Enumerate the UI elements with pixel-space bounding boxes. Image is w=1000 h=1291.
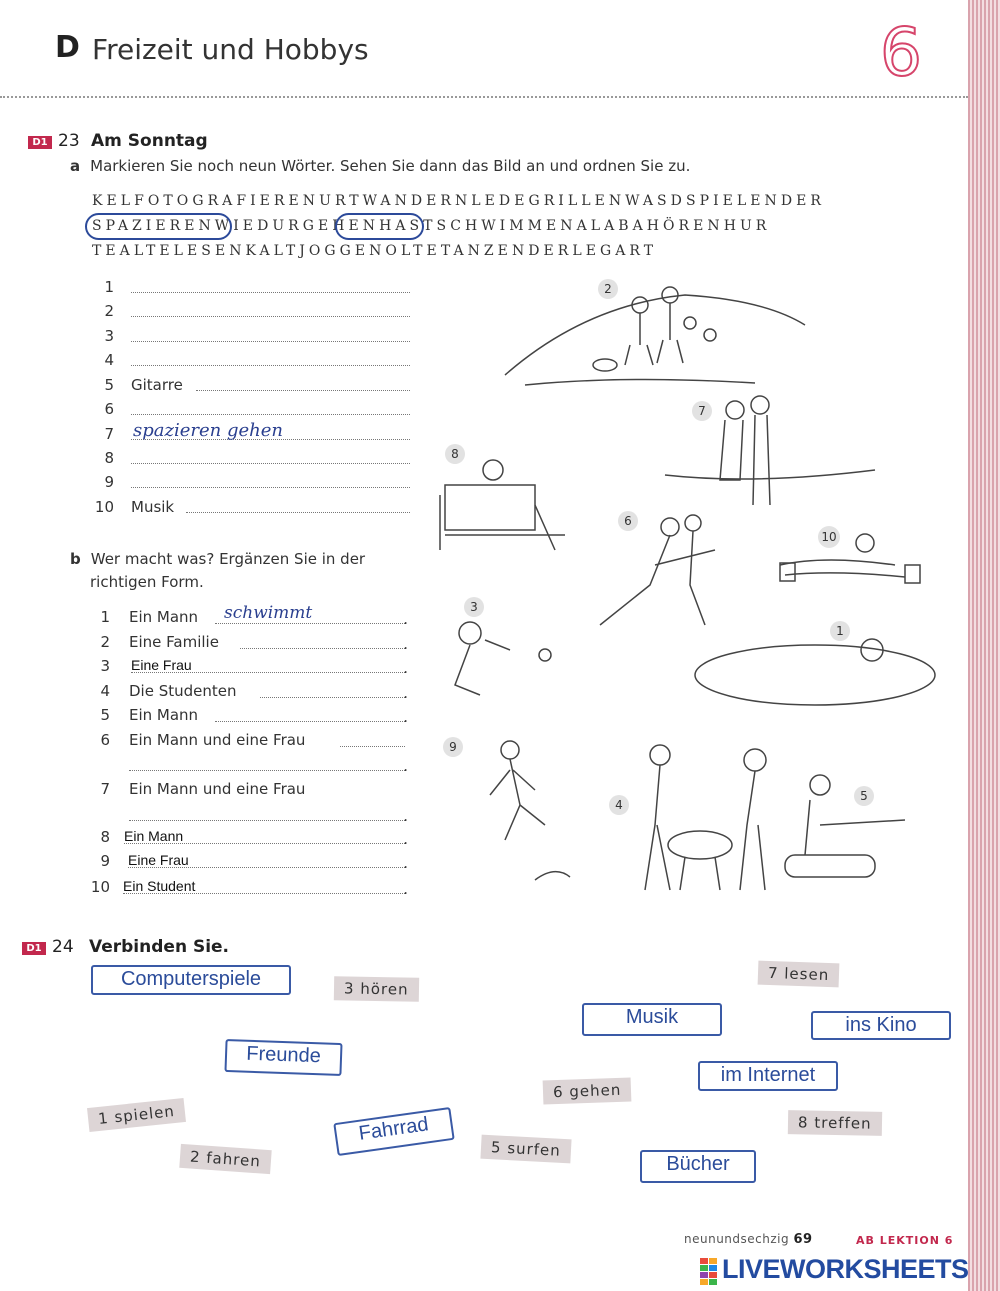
exercise-number: 23: [58, 131, 80, 151]
answer-row: 10 Musik: [90, 498, 420, 518]
person-figure: [657, 303, 683, 363]
input-field[interactable]: Ein Mann: [124, 828, 184, 844]
person-figure: [744, 749, 766, 771]
log: [785, 855, 875, 877]
answer-row: 9: [90, 473, 420, 493]
handwritten-answer: schwimmt: [224, 603, 313, 623]
sentence-row: 5 Ein Mann .: [100, 706, 408, 726]
word-grid-row: KELFOTOGRAFIERENURTWANDERNLEDEGRILLENWASDSPIELENDER: [92, 193, 825, 209]
answer-line[interactable]: [131, 341, 410, 342]
sentence-continuation: .: [90, 755, 420, 775]
verb-chip: 5 surfen: [480, 1135, 571, 1164]
person-figure: [483, 460, 503, 480]
word-grid-row: SPAZIERENWIEDURGEHENHASTSCHWIMMENALABAHÖRENHUR: [92, 218, 771, 234]
word-circle-gehen: [335, 213, 424, 240]
answer-box-ins-kino[interactable]: ins Kino: [811, 1011, 951, 1040]
word-grid-row: TEALTELESENKALTJOGGENOLTETANZENDERLEGART: [92, 243, 658, 259]
person-figure: [726, 401, 744, 419]
bench: [440, 495, 565, 550]
speaker: [780, 563, 795, 581]
section-title: Freizeit und Hobbys: [92, 33, 369, 66]
person-figure: [501, 741, 519, 759]
person-figure: [704, 329, 716, 341]
newspaper: [445, 485, 535, 530]
answer-box-buecher[interactable]: Bücher: [640, 1150, 756, 1183]
sentence-continuation: .: [90, 805, 420, 825]
guitarist-figure: [805, 800, 905, 855]
verb-chip: 8 treffen: [788, 1110, 882, 1136]
picture-number: 3: [470, 600, 478, 614]
verb-chip: 2 fahren: [179, 1144, 271, 1174]
sentence-row: 7 Ein Mann und eine Frau: [100, 780, 306, 798]
answer-line[interactable]: [129, 770, 405, 771]
page-number: 69: [793, 1232, 813, 1247]
answer-line[interactable]: [131, 672, 405, 673]
verb-chip: 6 gehen: [543, 1077, 632, 1104]
person-figure: [661, 518, 679, 536]
answer-line[interactable]: [186, 512, 410, 513]
header-divider: [0, 96, 968, 98]
person-figure: [662, 287, 678, 303]
page-word: neunundsechzig: [684, 1232, 790, 1246]
dog-figure: [593, 359, 617, 371]
person-figure: [650, 745, 670, 765]
exercise-number: 24: [52, 937, 74, 957]
grill-legs: [680, 857, 720, 890]
page-edge-strip: [968, 0, 1000, 1291]
sentence-row: 4 Die Studenten .: [100, 682, 408, 702]
pond: [695, 645, 935, 705]
sunday-leisure-illustration: [425, 265, 950, 920]
answer-line[interactable]: [131, 292, 410, 293]
answer-line[interactable]: [131, 316, 410, 317]
verb-chip: 7 lesen: [758, 961, 840, 988]
person-figure: [684, 317, 696, 329]
person-figure: [856, 534, 874, 552]
word-circle-spazieren: [85, 213, 232, 240]
hill-outline: [505, 295, 805, 375]
sentence-row: 9 Eine Frau .: [100, 852, 408, 872]
handwritten-answer: spazieren gehen: [133, 420, 283, 441]
section-letter: D: [55, 30, 80, 65]
answer-line[interactable]: [129, 820, 405, 821]
sentence-row: 8 Ein Mann .: [100, 828, 408, 848]
picture-number: 6: [624, 514, 632, 528]
squirrel: [535, 872, 570, 880]
student-figure: [780, 560, 905, 577]
picture-number: 5: [860, 789, 868, 803]
instruction-a: [70, 157, 690, 175]
instruction-text: richtigen Form.: [90, 573, 204, 591]
exercise-title: Verbinden Sie.: [89, 937, 230, 957]
answer-box-musik[interactable]: Musik: [582, 1003, 722, 1036]
picture-number: 7: [698, 404, 706, 418]
answer-line[interactable]: [196, 390, 410, 391]
answer-line[interactable]: [124, 843, 405, 844]
given-word: Gitarre: [131, 376, 183, 394]
sentence-row: 6 Ein Mann und eine Frau: [90, 731, 420, 751]
dancer-figures: [600, 531, 715, 625]
person-figure: [685, 515, 701, 531]
answer-line[interactable]: [123, 893, 405, 894]
answer-row: 8: [90, 449, 420, 469]
answer-line[interactable]: [240, 648, 405, 649]
given-word: Musik: [131, 498, 175, 516]
sentence-row: 3 Eine Frau .: [100, 657, 408, 677]
answer-line[interactable]: [340, 746, 405, 747]
answer-row: 6: [90, 400, 420, 420]
sentence-row: 10 Ein Student .: [90, 878, 408, 898]
person-figure: [625, 313, 653, 365]
ground-line: [665, 470, 875, 479]
level-badge: D1: [28, 136, 52, 149]
person-figure: [810, 775, 830, 795]
person-figure: [751, 396, 769, 414]
answer-line[interactable]: [131, 414, 410, 415]
photographer-figure: [455, 640, 510, 695]
answer-box-im-internet[interactable]: im Internet: [698, 1061, 838, 1091]
jogger-figure: [490, 759, 545, 840]
answer-row: 1: [90, 278, 420, 298]
answer-line[interactable]: [131, 463, 410, 464]
input-field[interactable]: Eine Frau: [128, 852, 189, 868]
lesson-label: AB LEKTION 6: [856, 1234, 954, 1247]
exercise-title: Am Sonntag: [91, 131, 208, 151]
picture-number: 2: [604, 282, 612, 296]
flower: [539, 649, 551, 661]
answer-line[interactable]: [131, 365, 410, 366]
lesson-number: 6: [880, 14, 922, 91]
instruction-text: Wer macht was? Ergänzen Sie in der: [90, 550, 366, 568]
answer-box-computerspiele[interactable]: Computerspiele: [91, 965, 291, 995]
answer-box-fahrrad[interactable]: Fahrrad: [333, 1107, 454, 1156]
instruction-b: [70, 548, 365, 594]
answer-box-freunde[interactable]: Freunde: [224, 1039, 342, 1076]
speaker: [905, 565, 920, 583]
page-footer: [684, 1232, 813, 1247]
sentence-row: 2 Eine Familie .: [100, 633, 408, 653]
picture-number: 1: [836, 624, 844, 638]
answer-row: 5 Gitarre: [90, 376, 420, 396]
person-figure: [645, 765, 670, 890]
answer-line[interactable]: [260, 697, 405, 698]
verb-chip: 1 spielen: [87, 1098, 186, 1132]
picture-number: 9: [449, 740, 457, 754]
picture-number: 10: [821, 530, 837, 544]
answer-row: 2: [90, 302, 420, 322]
input-field[interactable]: Ein Student: [123, 878, 196, 894]
couple-figures: [720, 415, 770, 505]
answer-row: 3: [90, 327, 420, 347]
answer-row: 7: [90, 425, 420, 445]
answer-line[interactable]: [215, 623, 405, 624]
subtask-letter: a: [70, 157, 81, 175]
answer-line[interactable]: [215, 721, 405, 722]
answer-line[interactable]: [128, 867, 405, 868]
grill: [668, 831, 732, 859]
brand-wordmark[interactable]: LIVEWORKSHEETS: [722, 1254, 969, 1284]
answer-row: 4: [90, 351, 420, 371]
answer-line[interactable]: [131, 487, 410, 488]
picture-number: 8: [451, 447, 459, 461]
subtask-letter: b: [70, 550, 81, 568]
person-figure: [459, 622, 481, 644]
person-figure: [740, 771, 765, 890]
instruction-text: Markieren Sie noch neun Wörter. Sehen Sie dann das Bild an und ordnen Sie zu.: [90, 157, 691, 175]
verb-chip: 3 hören: [334, 976, 419, 1001]
picture-number: 4: [615, 798, 623, 812]
input-field[interactable]: Eine Frau: [131, 657, 192, 673]
sentence-row: 1 Ein Mann .: [100, 608, 408, 628]
level-badge: D1: [22, 942, 46, 955]
path-line: [525, 379, 755, 385]
